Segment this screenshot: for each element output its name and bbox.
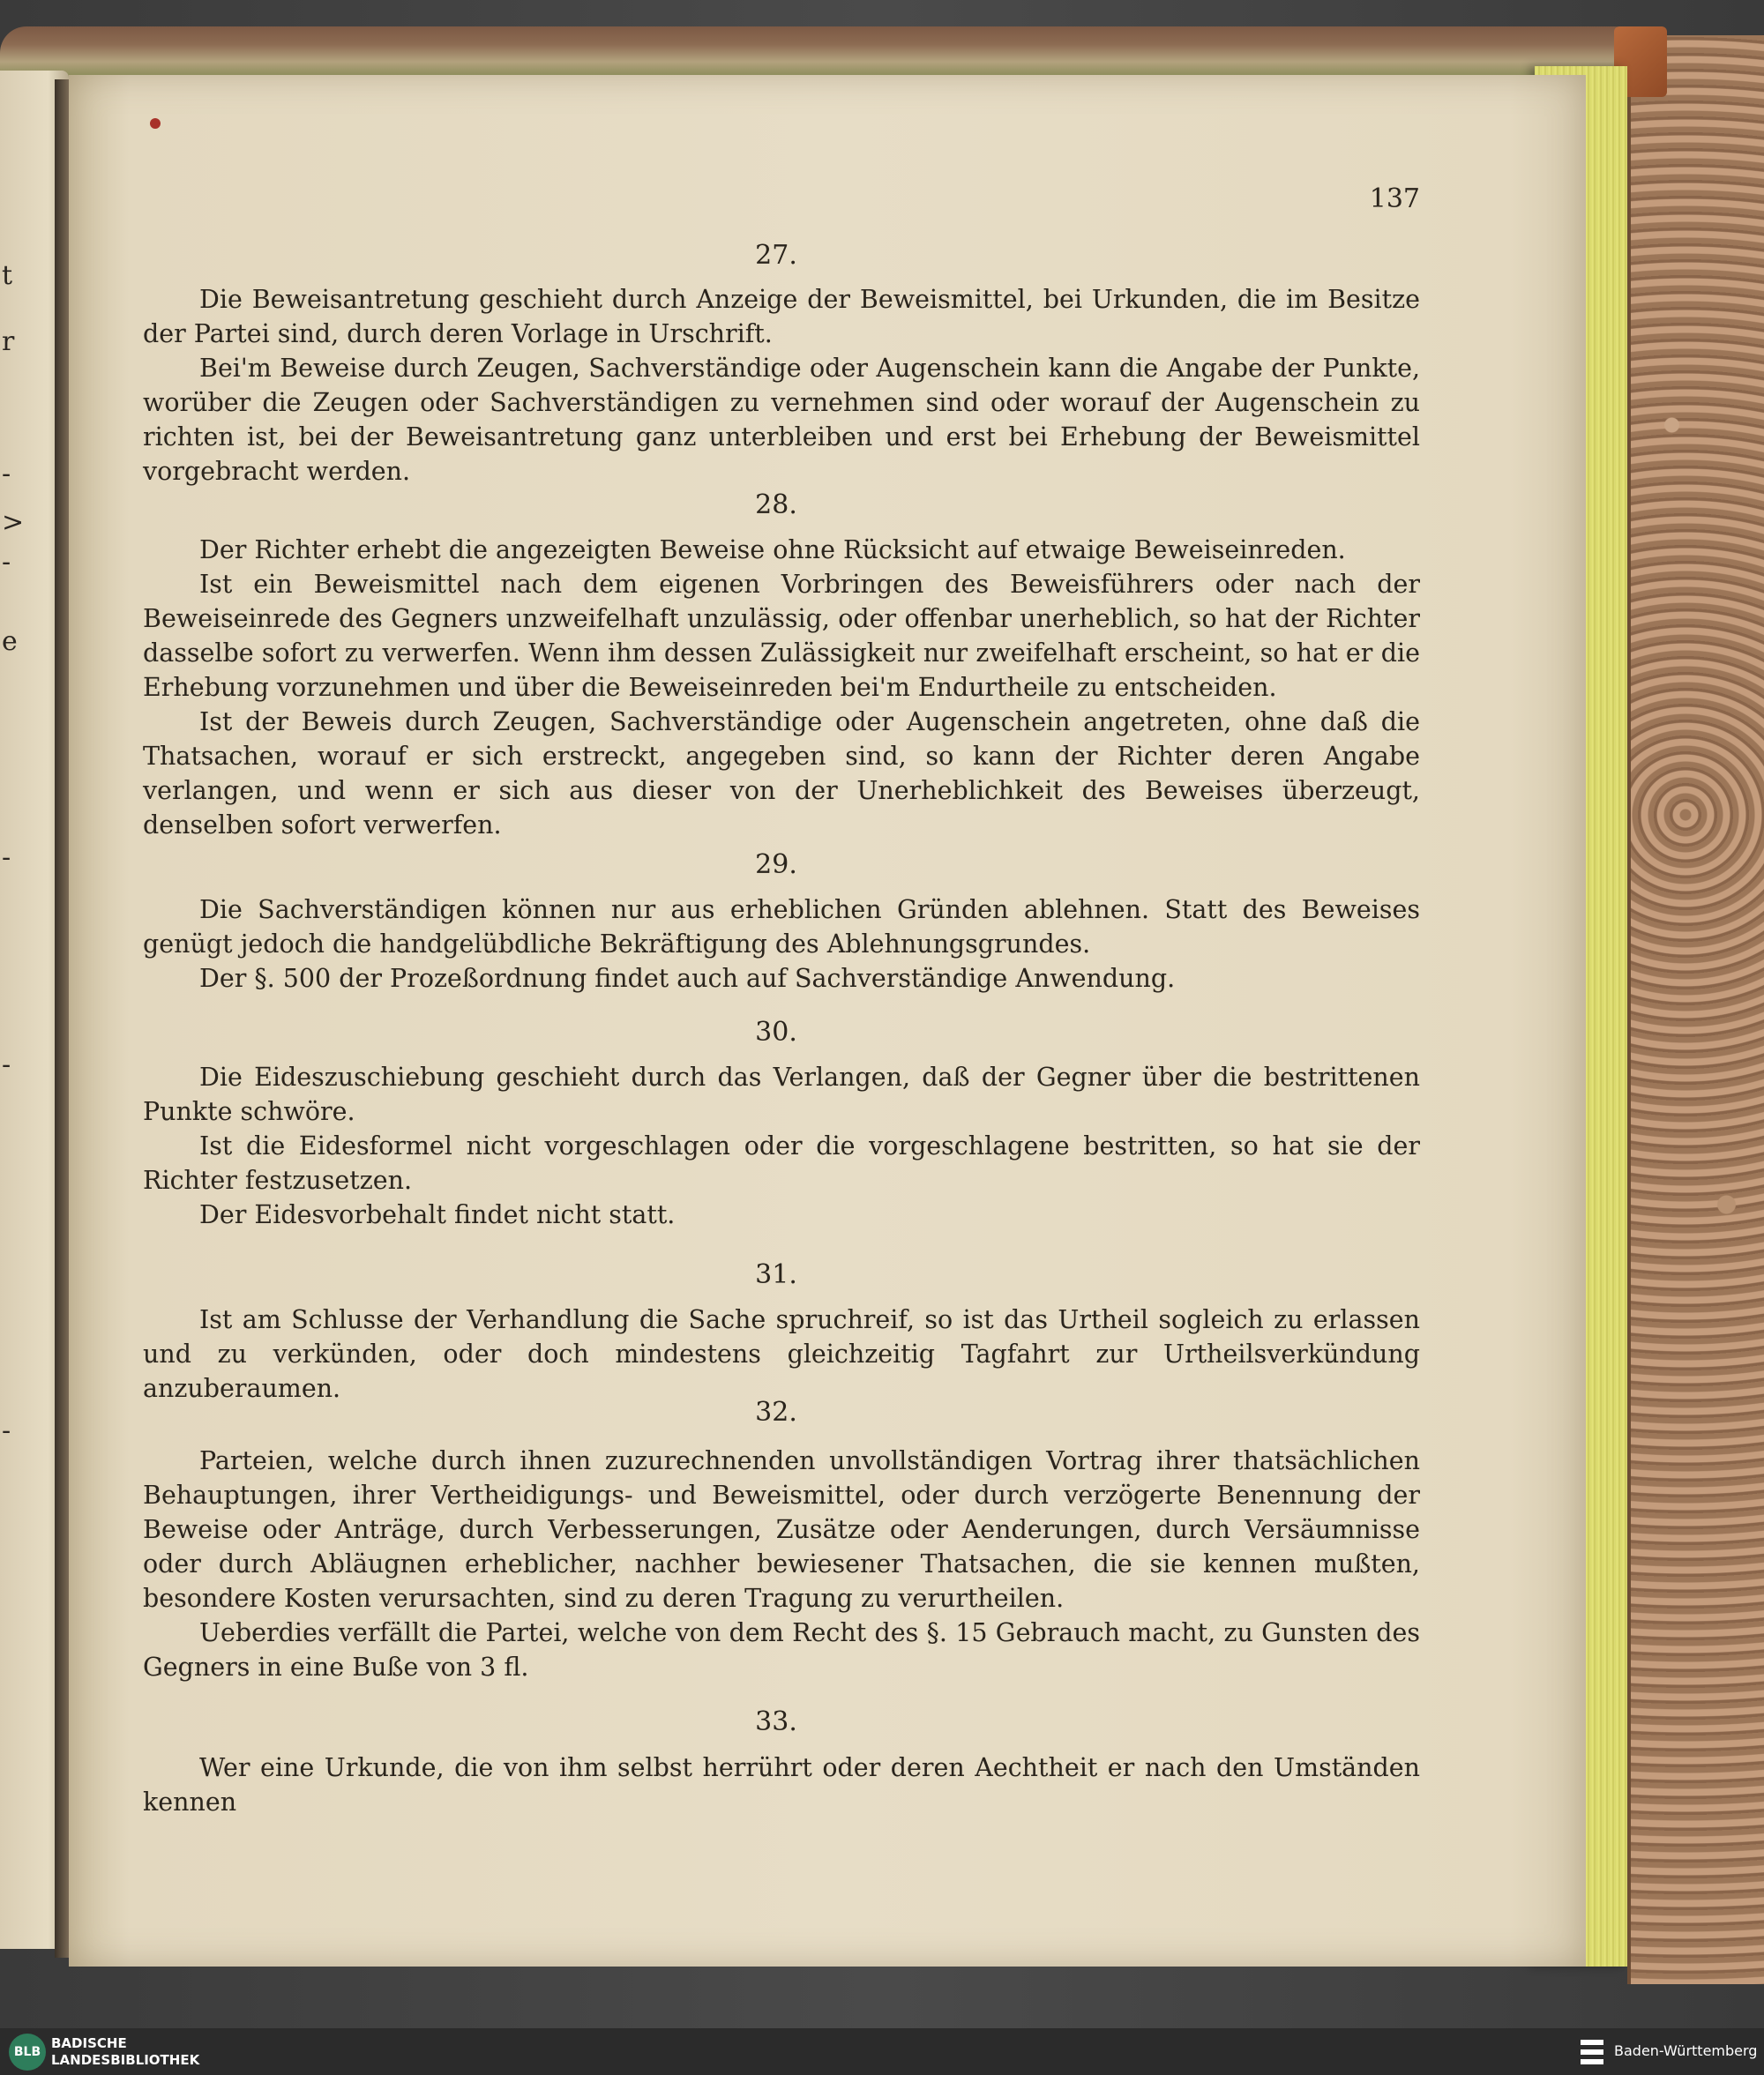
paragraph: Der Richter erhebt die angezeigten Beweise ohne Rücksicht auf etwaige Beweiseinreden.: [199, 535, 1346, 564]
paragraph: Ist der Beweis durch Zeugen, Sachverständige oder Augenschein angetreten, ohne daß die Thatsachen, worauf er sich erstreckt, angegeben sind, so kann der Richter deren Angabe verlangen, und wenn er sich aus dieser von der Unerheblichkeit des Beweises überzeugt, denselben sofort verwerfen.: [143, 707, 1420, 840]
paragraph: Ist ein Beweismittel nach dem eigenen Vorbringen des Beweisführers oder nach der Beweiseinrede des Gegners unzweifelhaft unzulässig, oder offenbar unerheblich, so hat der Richter dasselbe sofort zu verwerfen. Wenn ihm dessen Zulässigkeit nur zweifelhaft erscheint, so hat er die Erhebung vorzunehmen und über die Beweiseinreden bei'm Endurtheile zu entscheiden.: [143, 570, 1420, 702]
library-name-line1: BADISCHE: [51, 2035, 127, 2051]
paragraph: Die Eideszuschiebung geschieht durch das Verlangen, daß der Gegner über die bestrittenen Punkte schwöre.: [143, 1063, 1420, 1126]
left-page-fragment: >: [2, 507, 25, 538]
section-heading-27: 27.: [755, 240, 797, 271]
baden-wuerttemberg-lions-icon: [1579, 2037, 1605, 2067]
left-page-fragment: -: [2, 459, 11, 489]
paragraph: Ist die Eidesformel nicht vorgeschlagen oder die vorgeschlagene bestritten, so hat sie der Richter festzusetzen.: [143, 1131, 1420, 1195]
state-name[interactable]: Baden-Württemberg: [1614, 2042, 1758, 2059]
section-heading-32: 32.: [755, 1397, 797, 1428]
blb-logo-icon[interactable]: BLB: [9, 2034, 46, 2071]
paragraph: Der Eidesvorbehalt findet nicht statt.: [199, 1200, 676, 1229]
library-name: [51, 2035, 280, 2069]
section-heading-33: 33.: [755, 1706, 797, 1737]
paragraph: Ueberdies verfällt die Partei, welche von dem Recht des §. 15 Gebrauch macht, zu Gunsten des Gegners in eine Buße von 3 fl.: [143, 1618, 1420, 1682]
section-heading-29: 29.: [755, 849, 797, 880]
section-heading-30: 30.: [755, 1017, 797, 1048]
paragraph: Die Beweisantretung geschieht durch Anzeige der Beweismittel, bei Urkunden, die im Besitze der Partei sind, durch deren Vorlage in Urschrift.: [143, 285, 1420, 348]
library-name-line2: LANDESBIBLIOTHEK: [51, 2052, 200, 2068]
section-heading-28: 28.: [755, 489, 797, 520]
left-page-fragment: t: [2, 260, 13, 291]
left-page-fragment: -: [2, 842, 11, 873]
red-ink-mark: [150, 118, 161, 129]
paragraph: Parteien, welche durch ihnen zuzurechnenden unvollständigen Vortrag ihrer thatsächlichen Behauptungen, ihrer Vertheidigungs- und Beweismittel, oder durch verzögerte Benennung der Beweise oder Anträge, durch Verbesserungen, Zusätze oder Aenderungen, durch Versäumnisse oder durch Abläugnen erheblicher, nachher bewiesener Thatsachen, die sie kennen mußten, besondere Kosten verursachten, sind zu deren Tragung zu verurtheilen.: [143, 1446, 1420, 1613]
paragraph: Die Sachverständigen können nur aus erheblichen Gründen ablehnen. Statt des Beweises genügt jedoch die handgelübdliche Bekräftigung des Ablehnungsgrundes.: [143, 895, 1420, 959]
paragraph: Der §. 500 der Prozeßordnung findet auch auf Sachverständige Anwendung.: [199, 964, 1176, 993]
paragraph: Ist am Schlusse der Verhandlung die Sache spruchreif, so ist das Urtheil sogleich zu erlassen und zu verkünden, oder doch mindestens gleichzeitig Tagfahrt zur Urtheilsverkündung anzuberaumen.: [143, 1305, 1420, 1403]
left-page-fragment: -: [2, 1415, 11, 1446]
page-number: 137: [1369, 183, 1420, 214]
left-page-fragment: e: [2, 626, 18, 657]
section-heading-31: 31.: [755, 1259, 797, 1290]
left-page-fragment: -: [2, 547, 11, 578]
left-page-fragment: -: [2, 1049, 11, 1080]
left-page-fragment: r: [2, 326, 15, 357]
marbled-cover: [1627, 35, 1764, 1984]
paragraph: Bei'm Beweise durch Zeugen, Sachverständige oder Augenschein kann die Angabe der Punkte, worüber die Zeugen oder Sachverständigen zu vernehmen sind oder worauf der Augenschein zu richten ist, bei der Beweisantretung ganz unterbleiben und erst bei Erhebung der Beweismittel vorgebracht werden.: [143, 354, 1420, 486]
paragraph: Wer eine Urkunde, die von ihm selbst herrührt oder deren Aechtheit er nach den Umständen kennen: [143, 1753, 1420, 1817]
